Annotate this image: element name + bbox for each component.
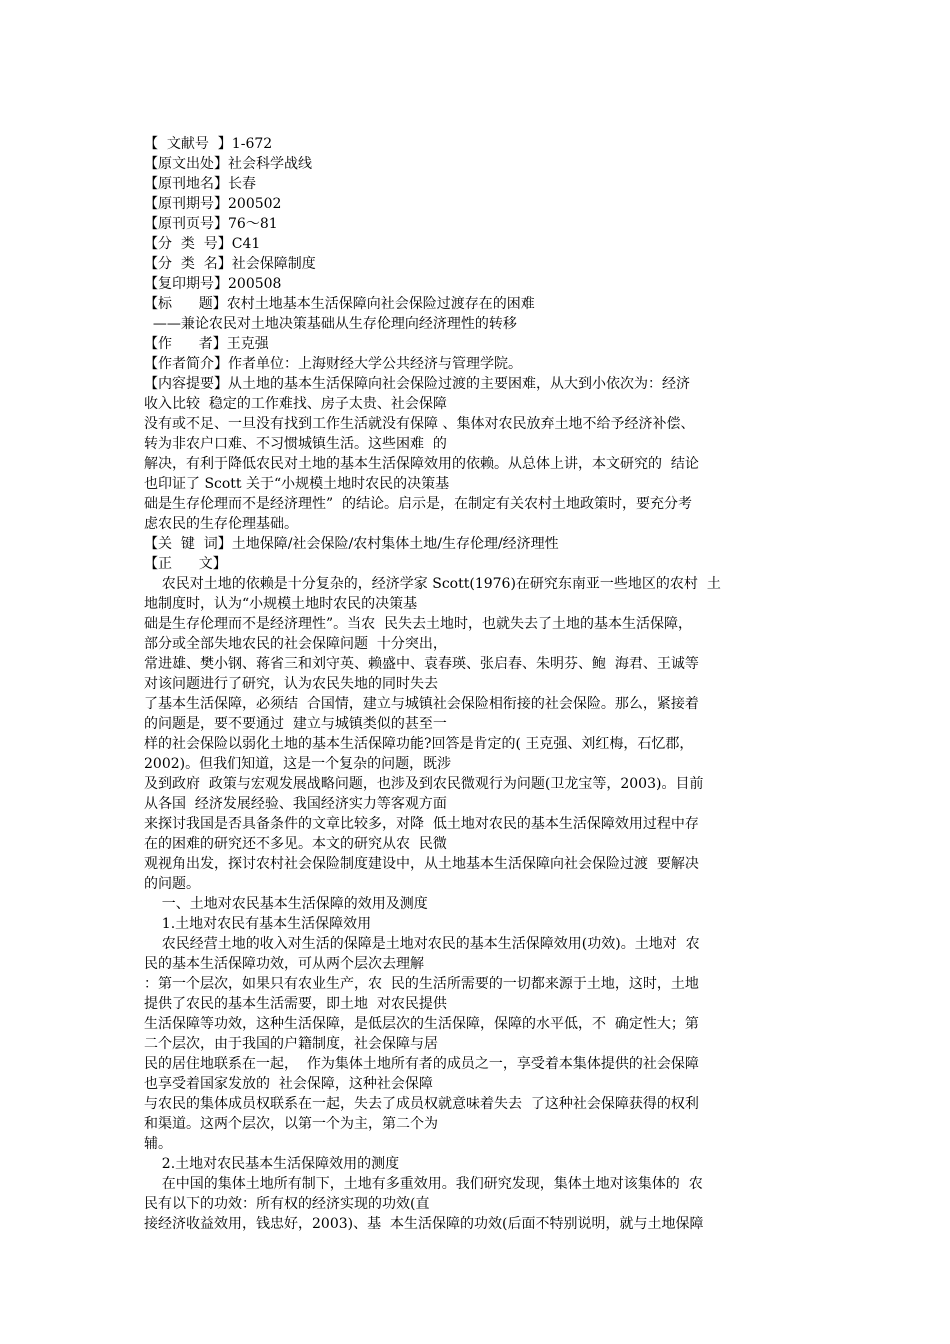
text-line: 和渠道。这两个层次，以第一个为主，第二个为 (144, 1116, 438, 1132)
text-line: 础是生存伦理而不是经济理性”。当农 民失去土地时，也就失去了土地的基本生活保障， (144, 616, 693, 632)
text-line: 与农民的集体成员权联系在一起，失去了成员权就意味着失去 了这种社会保障获得的权利 (144, 1096, 699, 1112)
text-line: 转为非农户口难、不习惯城镇生活。这些困难 的 (144, 436, 447, 452)
text-line: 解决，有利于降低农民对土地的基本生活保障效用的依赖。从总体上讲，本文研究的 结论 (144, 456, 699, 472)
text-line: 农民经营土地的收入对生活的保障是土地对农民的基本生活保障效用(功效)。土地对 农 (144, 936, 700, 952)
text-line: 【标 题】农村土地基本生活保障向社会保险过渡存在的困难 (144, 296, 535, 312)
text-line: 部分或全部失地农民的社会保障问题 十分突出， (144, 636, 447, 652)
text-line: 【内容提要】从土地的基本生活保障向社会保险过渡的主要困难，从大到小依次为：经济 (144, 376, 690, 392)
text-line: 地制度时，认为“小规模土地时农民的决策基 (144, 596, 418, 612)
text-line: 样的社会保险以弱化土地的基本生活保障功能?回答是肯定的( 王克强、刘红梅，石忆郡， (144, 736, 694, 752)
text-line: 接经济收益效用，钱忠好，2003)、基 本生活保障的功效(后面不特别说明，就与土地保障 (144, 1216, 704, 1232)
text-line: 观视角出发，探讨农村社会保险制度建设中，从土地基本生活保障向社会保险过渡 要解决 (144, 856, 699, 872)
text-line: 2002)。但我们知道，这是一个复杂的问题，既涉 (144, 756, 452, 772)
text-line: ：第一个层次，如果只有农业生产，农 民的生活所需要的一切都来源于土地，这时，土地 (144, 976, 699, 992)
text-line: 【正 文】 (144, 556, 227, 572)
text-line: 【 文献号 】1-672 (144, 136, 273, 152)
text-line: 从各国 经济发展经验、我国经济实力等客观方面 (144, 796, 447, 812)
text-line: 民的基本生活保障功效，可从两个层次去理解 (144, 956, 424, 972)
text-line: 【关 键 词】土地保障/社会保险/农村集体土地/生存伦理/经济理性 (144, 536, 559, 552)
text-line: 提供了农民的基本生活需要，即土地 对农民提供 (144, 996, 447, 1012)
text-line: 民有以下的功效：所有权的经济实现的功效(直 (144, 1196, 430, 1212)
text-line: 1.土地对农民有基本生活保障效用 (144, 916, 372, 932)
text-line: 农民对土地的依赖是十分复杂的，经济学家 Scott(1976)在研究东南亚一些地区的农村 土 (144, 576, 721, 592)
text-line: 【分 类 号】C41 (144, 236, 261, 252)
text-line: 【作者简介】作者单位：上海财经大学公共经济与管理学院。 (144, 356, 522, 372)
document-body (144, 134, 812, 1234)
text-line: 【分 类 名】社会保障制度 (144, 256, 316, 272)
text-line: 【复印期号】200508 (144, 276, 282, 292)
text-line: 的问题是，要不要通过 建立与城镇类似的甚至一 (144, 716, 447, 732)
text-line: 对该问题进行了研究，认为农民失地的同时失去 (144, 676, 438, 692)
text-line: 【原文出处】社会科学战线 (144, 156, 312, 172)
text-line: 2.土地对农民基本生活保障效用的测度 (144, 1156, 400, 1172)
text-line: 的问题。 (144, 876, 200, 892)
text-line: 在中国的集体土地所有制下，土地有多重效用。我们研究发现，集体土地对该集体的 农 (144, 1176, 703, 1192)
text-line: 二个层次，由于我国的户籍制度，社会保障与居 (144, 1036, 438, 1052)
text-line: 虑农民的生存伦理基础。 (144, 516, 298, 532)
text-line: 一、土地对农民基本生活保障的效用及测度 (144, 896, 428, 912)
text-line: 生活保障等功效，这种生活保障，是低层次的生活保障，保障的水平低，不 确定性大；第 (144, 1016, 699, 1032)
text-line: 收入比较 稳定的工作难找、房子太贵、社会保障 (144, 396, 447, 412)
text-line: 常进雄、樊小钢、蒋省三和刘守英、赖盛中、袁春瑛、张启春、朱明芬、鲍 海君、王诚等 (144, 656, 699, 672)
text-line: 【原刊地名】长春 (144, 176, 256, 192)
text-line: 也享受着国家发放的 社会保障，这种社会保障 (144, 1076, 433, 1092)
text-line: 及到政府 政策与宏观发展战略问题，也涉及到农民微观行为问题(卫龙宝等，2003)。目前 (144, 776, 704, 792)
text-line: ——兼论农民对土地决策基础从生存伦理向经济理性的转移 (144, 316, 517, 332)
text-line: 【原刊页号】76～81 (144, 216, 278, 232)
text-line: 础是生存伦理而不是经济理性” 的结论。启示是，在制定有关农村土地政策时，要充分考 (144, 496, 693, 512)
text-line: 【作 者】王克强 (144, 336, 269, 352)
text-line: 【原刊期号】200502 (144, 196, 282, 212)
text-line: 了基本生活保障，必须结 合国情，建立与城镇社会保险相衔接的社会保险。那么，紧接着 (144, 696, 699, 712)
text-line: 民的居住地联系在一起， 作为集体土地所有者的成员之一，享受着本集体提供的社会保障 (144, 1056, 699, 1072)
text-line: 在的困难的研究还不多见。本文的研究从农 民微 (144, 836, 447, 852)
text-line: 辅。 (144, 1136, 172, 1152)
text-line: 也印证了 Scott 关于“小规模土地时农民的决策基 (144, 476, 450, 492)
text-line: 没有或不足、一旦没有找到工作生活就没有保障 、集体对农民放弃土地不给予经济补偿、 (144, 416, 695, 432)
text-line: 来探讨我国是否具备条件的文章比较多，对降 低土地对农民的基本生活保障效用过程中存 (144, 816, 699, 832)
